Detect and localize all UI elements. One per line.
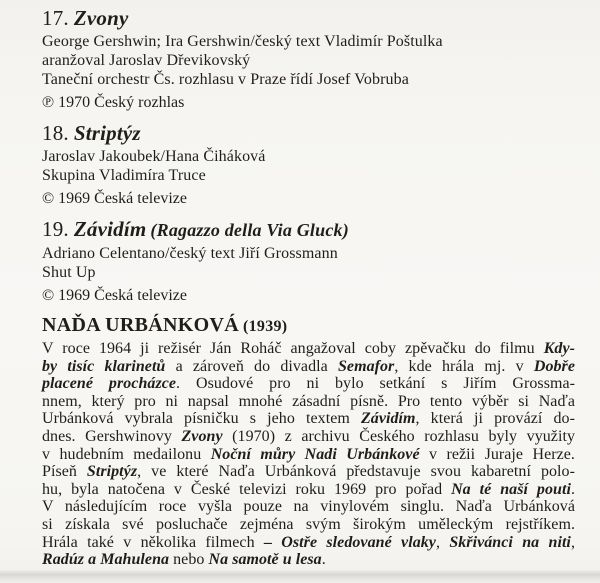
track-entry-17 <box>42 6 575 112</box>
track-number: 18. <box>42 121 69 145</box>
track-name: Zvony <box>73 6 129 30</box>
artist-name-heading <box>42 314 575 338</box>
track-subtitle: (Ragazzo della Via Gluck) <box>150 220 349 240</box>
track-entry-18 <box>42 121 575 208</box>
bio-text-line: V následujícím roce vyšla pouze na vinylovém singlu. Naďa Urbánková <box>42 498 575 516</box>
track-title <box>42 217 575 242</box>
bio-text-line: si získala své posluchače zejména svým širokým uměleckým rejstříkem. <box>42 515 575 533</box>
track-credit-line: Taneční orchestr Čs. rozhlasu v Praze řídí Josef Vobruba <box>42 71 409 88</box>
bio-text-line: Urbánková vybrala písničku s jeho textem Závidím, která ji provází do- <box>42 410 575 428</box>
track-copyright: ℗ 1970 Český rozhlas <box>42 94 185 111</box>
bio-text-line: hu, byla natočena v České televizi roku 1969 pro pořad Na té naší pouti. <box>42 480 575 498</box>
artist-birth-year: (1939) <box>242 318 288 335</box>
track-credit-line: George Gershwin; Ira Gershwin/český text Vladimír Poštulka <box>42 33 443 50</box>
bio-text-line: dnes. Gershwinovy Zvony (1970) z archivu Českého rozhlasu byly využity <box>42 427 575 445</box>
bio-text-line: v hudebním medailonu Noční můry Nadi Urbánkové v režii Juraje Herze. <box>42 445 575 463</box>
bio-text-line: Píseň Striptýz, ve které Naďa Urbánková představuje svou kabaretní polo- <box>42 463 575 481</box>
track-credit-line: Jaroslav Jakoubek/Hana Čiháková <box>42 148 266 165</box>
track-credit-line: Shut Up <box>42 264 96 281</box>
track-title <box>42 121 575 145</box>
track-credit-line: Adriano Celentano/český text Jiří Grossmann <box>42 245 338 262</box>
bio-text-line: nnem, který pro ni napsal mnohé zásadní písně. Pro tento výběr si Naďa <box>42 392 575 410</box>
bio-text-line: placené procházce. Osudové pro ni bylo setkání s Jiřím Grossma- <box>42 375 575 393</box>
bio-text-line: by tisíc klarinetů a zároveň do divadla Semafor, kde hrála mj. v Dobře <box>42 357 575 375</box>
artist-biography <box>42 314 575 569</box>
track-name: Striptýz <box>73 121 141 145</box>
track-copyright: © 1969 Česká televize <box>42 190 187 207</box>
bio-text-line: V roce 1964 ji režisér Ján Roháč angažoval coby zpěvačku do filmu Kdy- <box>42 340 575 357</box>
track-entry-19 <box>42 217 575 305</box>
track-name: Závidím <box>73 217 147 241</box>
track-number: 17. <box>42 6 69 30</box>
scan-bottom-edge-shadow <box>0 570 600 583</box>
track-number: 19. <box>42 217 69 241</box>
bio-text-line: Radúz a Mahulena nebo Na samotě u lesa. <box>42 551 326 569</box>
artist-name: NAĎA URBÁNKOVÁ <box>42 314 239 336</box>
bio-text-line: Hrála také v několika filmech – Ostře sledované vlaky, Skřivánci na niti, <box>42 533 575 551</box>
track-copyright: © 1969 Česká televize <box>42 287 187 304</box>
biography-paragraph <box>42 340 575 569</box>
track-credit-line: Skupina Vladimíra Truce <box>42 167 206 184</box>
track-credit-line: aranžoval Jaroslav Dřevikovský <box>42 52 251 69</box>
track-title <box>42 6 575 30</box>
